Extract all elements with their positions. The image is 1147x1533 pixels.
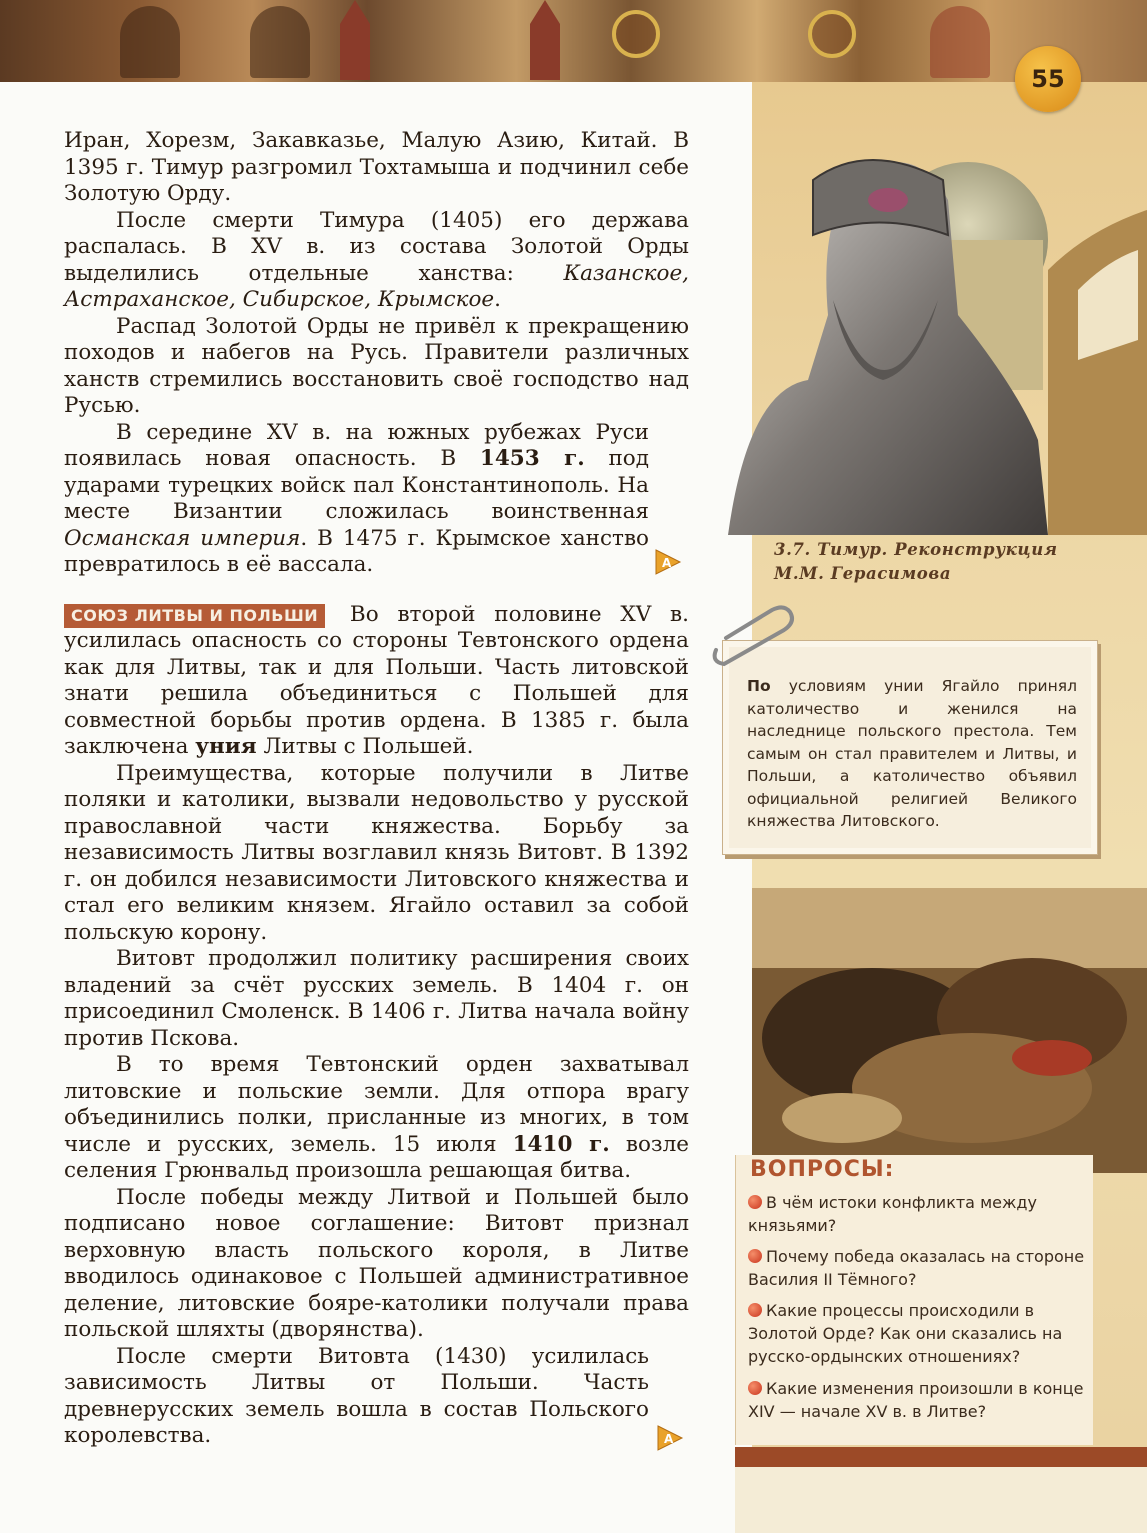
paragraph: После смерти Тимура (1405) его держава распалась. В XV в. из состава Золотой Орды выделились отдельные ханства: Казанское, Астраханское, Сибирское, Крымское.: [64, 207, 689, 312]
bottom-margin: [735, 1467, 1147, 1533]
paragraph: После победы между Литвой и Польшей было подписано новое соглашение: Витовт признал верховную власть польского короля, в Литве вводилось одинаковое с Польшей административное деление, литовские бояре-католики получали права польской шляхты (дворянства).: [64, 1184, 689, 1342]
paragraph: Распад Золотой Орды не привёл к прекращению походов и набегов на Русь. Правители различных ханств стремились восстановить своё господство над Русью.: [64, 313, 689, 418]
question-item: В чём истоки конфликта между князьями?: [748, 1193, 1037, 1235]
questions-title: ВОПРОСЫ:: [750, 1157, 895, 1182]
bold-date: 1453 г.: [479, 446, 585, 471]
main-text: [64, 128, 689, 1450]
question-item: Какие процессы происходили в Золотой Орде? Как они сказались на русско-ордынских отношениях?: [748, 1301, 1063, 1366]
bold-term: уния: [195, 734, 257, 759]
page-number: 55: [1015, 46, 1081, 112]
main-text-panel: [0, 82, 752, 1533]
tower-shape: [340, 0, 370, 80]
paragraph: После смерти Витовта (1430) усилилась зависимость Литвы от Польши. Часть древнерусских земель вошла в состав Польского королевства.: [64, 1343, 649, 1448]
arch-shape: [120, 6, 180, 78]
svg-text:A: A: [664, 1432, 674, 1446]
emphasis: Османская империя: [64, 525, 301, 551]
paragraph: Преимущества, которые получили в Литве поляки и католики, вызвали недовольство у русской православной части княжества. Борьбу за независимость Литвы возглавил князь Витовт. В 1392 г. он добился независимости Литовского княжества и стал его великим князем. Ягайло оставил за собой польскую корону.: [64, 760, 689, 945]
a-marker-icon[interactable]: [656, 1424, 684, 1452]
paragraph: Иран, Хорезм, Закавказье, Малую Азию, Китай. В 1395 г. Тимур разгромил Тохтамыша и подчинил себе Золотую Орду.: [64, 128, 689, 206]
figure-caption: 3.7. Тимур. Реконструкция М.М. Герасимова: [774, 540, 1058, 583]
decorative-header-banner: [0, 0, 1147, 88]
timur-bust-image: [718, 140, 1147, 535]
battle-painting-image: [752, 888, 1147, 1173]
section-heading: СОЮЗ ЛИТВЫ И ПОЛЬШИ: [64, 604, 325, 628]
emphasis: Казанское, Астраханское, Сибирское, Крымское: [64, 260, 689, 312]
decorative-bottom-bar: [735, 1447, 1147, 1467]
questions-box: [735, 1155, 1093, 1445]
icon-halo-shape: [808, 10, 856, 58]
svg-text:A: A: [662, 556, 672, 570]
bold-date: 1410 г.: [512, 1131, 610, 1157]
red-dot-icon: [748, 1249, 762, 1263]
note-text: По условиям унии Ягайло принял католичество и женился на наследнице польского престола. Тем самым он стал правителем и Литвы, и Польши, а католичество объявил официальной религией Великого княжества Литовского.: [747, 677, 1077, 830]
paragraph: Витовт продолжил политику расширения своих владений за счёт русских земель. В 1404 г. он присоединил Смоленск. В 1406 г. Литва начала войну против Пскова.: [64, 946, 689, 1051]
question-item: Какие изменения произошли в конце XIV — начале XV в. в Литве?: [748, 1379, 1084, 1421]
arch-shape: [250, 6, 310, 78]
tower-shape: [530, 0, 560, 80]
red-dot-icon: [748, 1381, 762, 1395]
red-dot-icon: [748, 1303, 762, 1317]
icon-halo-shape: [612, 10, 660, 58]
info-note-box: [722, 640, 1098, 855]
a-marker-icon[interactable]: [654, 548, 682, 576]
arch-shape: [930, 6, 990, 78]
question-item: Почему победа оказалась на стороне Василия II Тёмного?: [748, 1247, 1085, 1289]
paper-clip-icon: [706, 600, 806, 670]
paragraph: В середине XV в. на южных рубежах Руси появилась новая опасность. В 1453 г. под ударами турецких войск пал Константинополь. На месте Византии сложилась воинственная Османская империя. В 1475 г. Крымское ханство превратилось в её вассала.: [64, 419, 649, 577]
paragraph: В то время Тевтонский орден захватывал литовские и польские земли. Для отпора врагу объединились полки, присланные из многих, в том числе и русских, земель. 15 июля 1410 г. возле селения Грюнвальд произошла решающая битва.: [64, 1052, 690, 1183]
paragraph: СОЮЗ ЛИТВЫ И ПОЛЬШИ Во второй половине XV в. усилилась опасность со стороны Тевтонского ордена как для Литвы, так и для Польши. Часть литовской знати решила объединиться с Польшей для совместной борьбы против ордена. В 1385 г. была заключена уния Литвы с Польшей.: [64, 601, 689, 759]
red-dot-icon: [748, 1195, 762, 1209]
